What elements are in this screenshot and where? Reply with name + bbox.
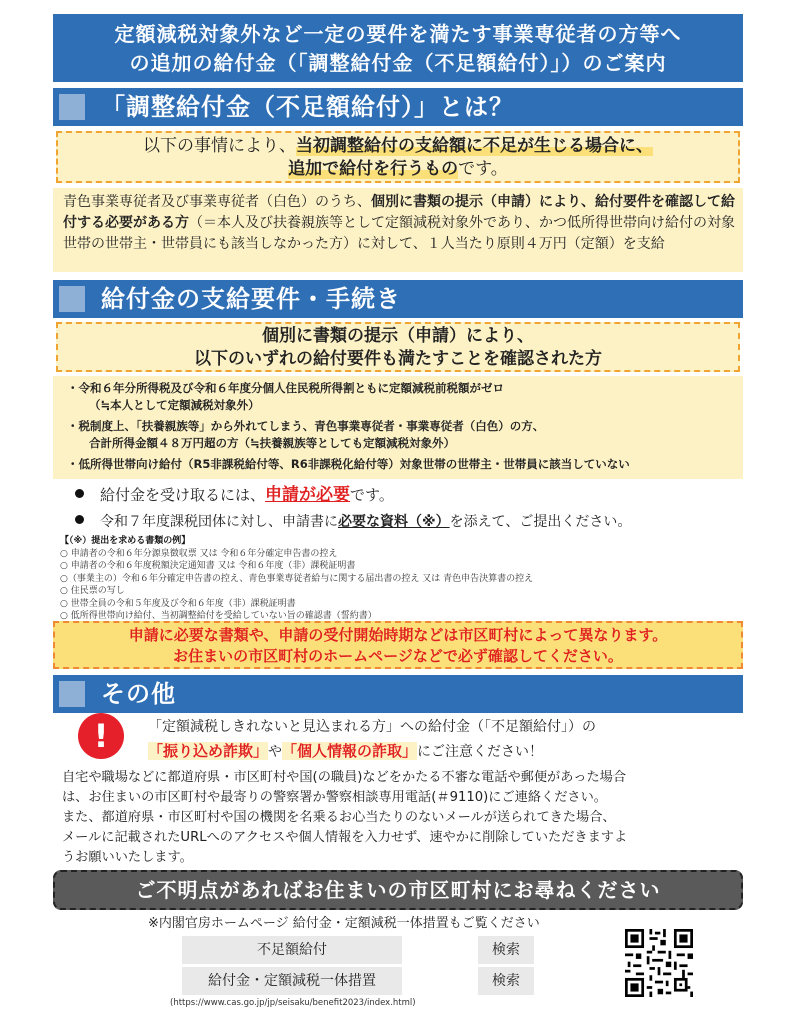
alert-red-2: 「個人情報の詐取」 xyxy=(282,742,418,760)
requirements-line-1: 個別に書類の提示（申請）により、 xyxy=(262,326,534,346)
bullet2-underline: 必要な資料（※） xyxy=(338,514,450,530)
footer-url: (https://www.cas.go.jp/jp/seisaku/benefit2023/index.html) xyxy=(170,998,416,1008)
title-line-2: の追加の給付金（「調整給付金（不足額給付）」）のご案内 xyxy=(129,51,667,75)
bullet-submit xyxy=(75,511,631,533)
para-post: （＝本人及び扶養親族等として定額減税対象外であり、かつ低所得世帯向け給付の対象世帯の世帯主・世帯員にも該当しなかった方）に対して、１人当たり原則４万円（定額）を支給 xyxy=(63,215,735,252)
fraud-line: 自宅や職場などに都道府県・市区町村や国(の職員)などをかたる不審な電話や郵便があった場合 xyxy=(62,770,627,785)
requirements-list xyxy=(53,376,743,479)
header-square-icon xyxy=(59,94,85,120)
section-header-requirements xyxy=(53,280,743,318)
fraud-line: うお願いいたします。 xyxy=(62,850,193,865)
bullet1-pre: 給付金を受け取るには、 xyxy=(100,486,266,504)
fraud-line: メールに記載されたURLへのアクセスや個人情報を入力せず、速やかに削除していただきますよ xyxy=(62,830,628,845)
bullet-apply xyxy=(75,484,394,506)
alert-mid: や xyxy=(268,744,283,760)
document-item: ○ 申請者の令和６年度税額決定通知書 又は 令和６年度（非）課税証明書 xyxy=(60,561,356,571)
requirement-1: ・令和６年分所得税及び令和６年度分個人住民税所得割ともに定額減税前税額がゼロ xyxy=(67,381,504,395)
bullet1-red: 申請が必要 xyxy=(265,485,351,505)
definition-paragraph xyxy=(53,188,743,272)
requirements-line-2: 以下のいずれの給付要件も満たすことを確認された方 xyxy=(194,349,602,369)
definition-highlight-2: 追加で給付を行うもの xyxy=(288,159,459,179)
alert-post: にご注意ください！ xyxy=(417,744,544,760)
search-term-benefit: 給付金・定額減税一体措置 xyxy=(182,967,402,995)
section-header-text: 「調整給付金（不足額給付）」とは？ xyxy=(101,93,514,121)
definition-post: です。 xyxy=(458,159,508,179)
bullet-dot-icon xyxy=(75,515,84,524)
requirement-3: ・低所得世帯向け給付（R5非課税給付等、R6非課税化給付等）対象世帯の世帯主・世帯員に該当していない xyxy=(67,457,630,471)
alert-line-1: 「定額減税しきれないと見込まれる方」への給付金（「不足額給付」）の xyxy=(148,719,596,735)
alert-red-1: 「振り込め詐欺」 xyxy=(148,742,269,760)
requirement-1-note: （≒本人として定額減税対象外） xyxy=(89,397,260,412)
fraud-line: また、都道府県・市区町村や国の機関を名乗るお心当たりのないメールが送られてきた場合、 xyxy=(62,810,616,825)
header-square-icon xyxy=(59,681,85,707)
qr-code-icon xyxy=(625,929,693,997)
para-bold: 個別に書類の提示（申請）により、給付要件を確認して給付する必要がある方 xyxy=(63,194,735,231)
document-item: ○（事業主の）令和６年分確定申告書の控え、青色事業専従者給与に関する届出書の控え 又は 青色申告決算書の控え xyxy=(60,573,534,584)
section-header-text: その他 xyxy=(101,680,176,708)
bullet-dot-icon xyxy=(75,489,84,498)
page-title xyxy=(53,14,743,82)
requirement-2-note: 合計所得金額４８万円超の方（≒扶養親族等としても定額減税対象外） xyxy=(89,435,456,450)
document-item: ○ 住民票の写し xyxy=(60,586,125,596)
requirement-2: ・税制度上、「扶養親族等」から外れてしまう、青色事業専従者・事業専従者（白色）の方、 xyxy=(67,419,545,433)
exclamation-icon: ! xyxy=(78,713,124,759)
document-item: ○ 世帯全員の令和５年度及び令和６年度（非）課税証明書 xyxy=(60,598,296,609)
search-button-1: 検索 xyxy=(478,936,534,964)
header-square-icon xyxy=(59,286,85,312)
section-header-other xyxy=(53,675,743,713)
document-item: ○ 申請者の令和６年分源泉徴収票 又は 令和６年分確定申告書の控え xyxy=(60,548,338,559)
section-header-what-is xyxy=(53,88,743,126)
requirements-box xyxy=(56,322,740,372)
bullet2-post: を添えて、ご提出ください。 xyxy=(449,514,632,530)
document-item: ○ 低所得世帯向け給付、当初調整給付を受給していない旨の確認書（誓約書） xyxy=(60,611,377,621)
documents-list xyxy=(60,535,740,623)
documents-title: 【（※）提出を求める書類の例】 xyxy=(60,536,191,546)
definition-pre: 以下の事情により、 xyxy=(143,136,296,156)
footer-note: ※内閣官房ホームページ 給付金・定額減税一体措置もご覧ください xyxy=(148,916,540,931)
title-line-1: 定額減税対象外など一定の要件を満たす事業専従者の方等へ xyxy=(114,22,682,46)
contact-bar: ご不明点があればお住まいの市区町村にお尋ねください xyxy=(53,870,743,910)
definition-box xyxy=(56,131,740,183)
section-header-text: 給付金の支給要件・手続き xyxy=(101,285,401,313)
para-pre: 青色事業専従者及び事業専従者（白色）のうち、 xyxy=(63,194,371,210)
search-term-shortfall: 不足額給付 xyxy=(182,936,402,964)
definition-highlight-1: 当初調整給付の支給額に不足が生じる場合に、 xyxy=(296,136,653,156)
warning-line-1: 申請に必要な書類や、申請の受付開始時期などは市区町村によって異なります。 xyxy=(128,626,668,644)
fraud-line: は、お住まいの市区町村や最寄りの警察署か警察相談専用電話(＃9110)にご連絡ください。 xyxy=(62,790,607,805)
alert-line-2 xyxy=(148,740,543,763)
municipality-warning xyxy=(53,621,743,669)
search-button-2: 検索 xyxy=(478,967,534,995)
bullet1-post: です。 xyxy=(350,486,394,504)
fraud-warning-text xyxy=(62,768,742,868)
warning-line-2: お住まいの市区町村のホームページなどで必ず確認してください。 xyxy=(173,647,623,665)
bullet2-pre: 令和７年度課税団体に対し、申請書に xyxy=(100,514,338,530)
